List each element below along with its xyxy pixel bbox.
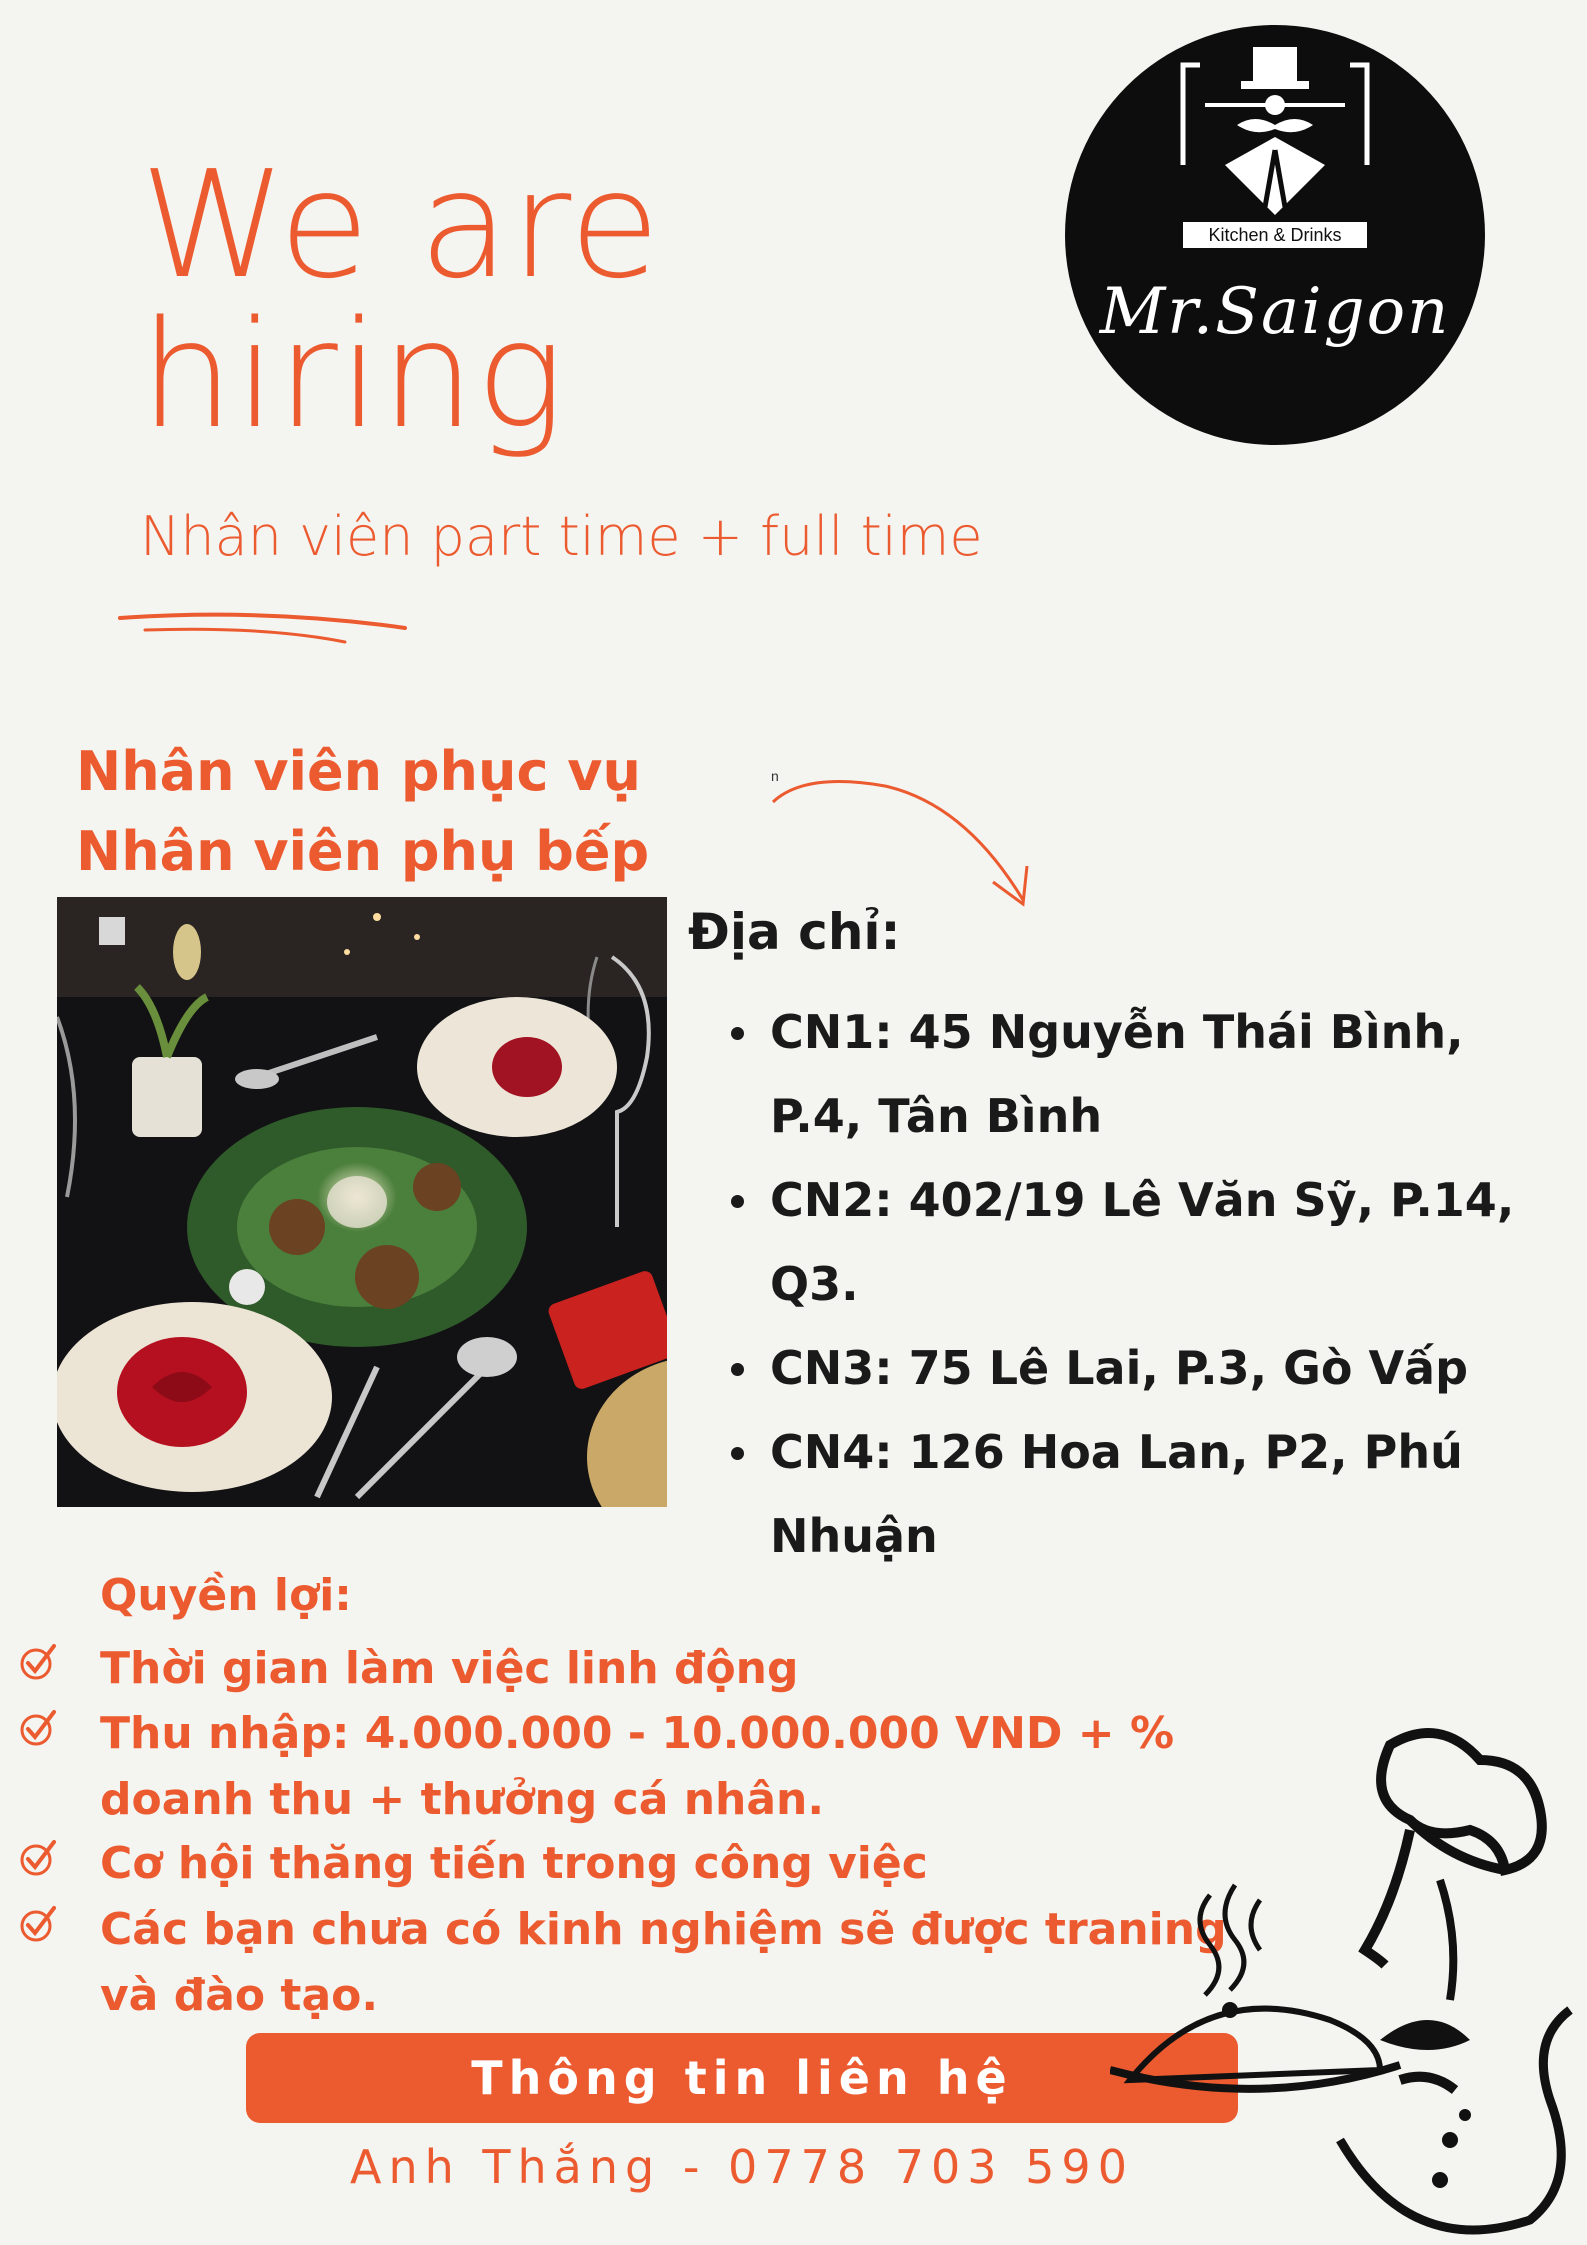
check-circle-icon [18,1642,58,1682]
address-item-cn2: CN2: 402/19 Lê Văn Sỹ, P.14, Q3. [725,1158,1585,1326]
headline-line-2: hiring [140,289,566,461]
benefit-item-1: Thời gian làm việc linh động [100,1643,799,1694]
table-setting-image [57,897,667,1507]
check-circle-icon [18,1904,58,1944]
address-title: Địa chỉ: [688,903,901,961]
address-item-cn3: CN3: 75 Lê Lai, P.3, Gò Vấp [725,1326,1585,1410]
check-circle-icon [18,1838,58,1878]
table-setting-photo [57,897,667,1507]
benefit-item-4: Các bạn chưa có kinh nghiệm sẽ được traning và đào tạo. [100,1904,1227,2021]
logo-badge: Kitchen & Drinks [1183,222,1367,248]
subheadline: Nhân viên part time + full time [140,505,983,568]
benefits-title: Quyền lợi: [100,1570,352,1621]
chef-illustration-icon [1110,1720,1587,2245]
address-item-cn1: CN1: 45 Nguyễn Thái Bình, P.4, Tân Bình [725,990,1530,1158]
position-kitchen-helper: Nhân viên phụ bếp [76,820,650,883]
check-circle-icon [18,1708,58,1748]
benefit-item-3: Cơ hội thăng tiến trong công việc [100,1838,928,1889]
swoosh-underline-icon [115,600,415,660]
logo-script: Mr.Saigon [1099,275,1451,349]
contact-person: Anh Thắng - 0778 703 590 [350,2140,1134,2194]
stray-mark: n [771,768,779,784]
address-item-cn4: CN4: 126 Hoa Lan, P2, Phú Nhuận [725,1410,1585,1578]
headline-line-1: We are [140,139,662,311]
contact-info-button[interactable]: Thông tin liên hệ [246,2033,1238,2123]
brand-logo [1065,25,1485,445]
headline [140,139,662,461]
position-server: Nhân viên phục vụ [76,740,641,803]
address-list [725,990,1585,1578]
benefit-item-2: Thu nhập: 4.000.000 - 10.000.000 VND + % doanh thu + thưởng cá nhân. [100,1708,1175,1825]
